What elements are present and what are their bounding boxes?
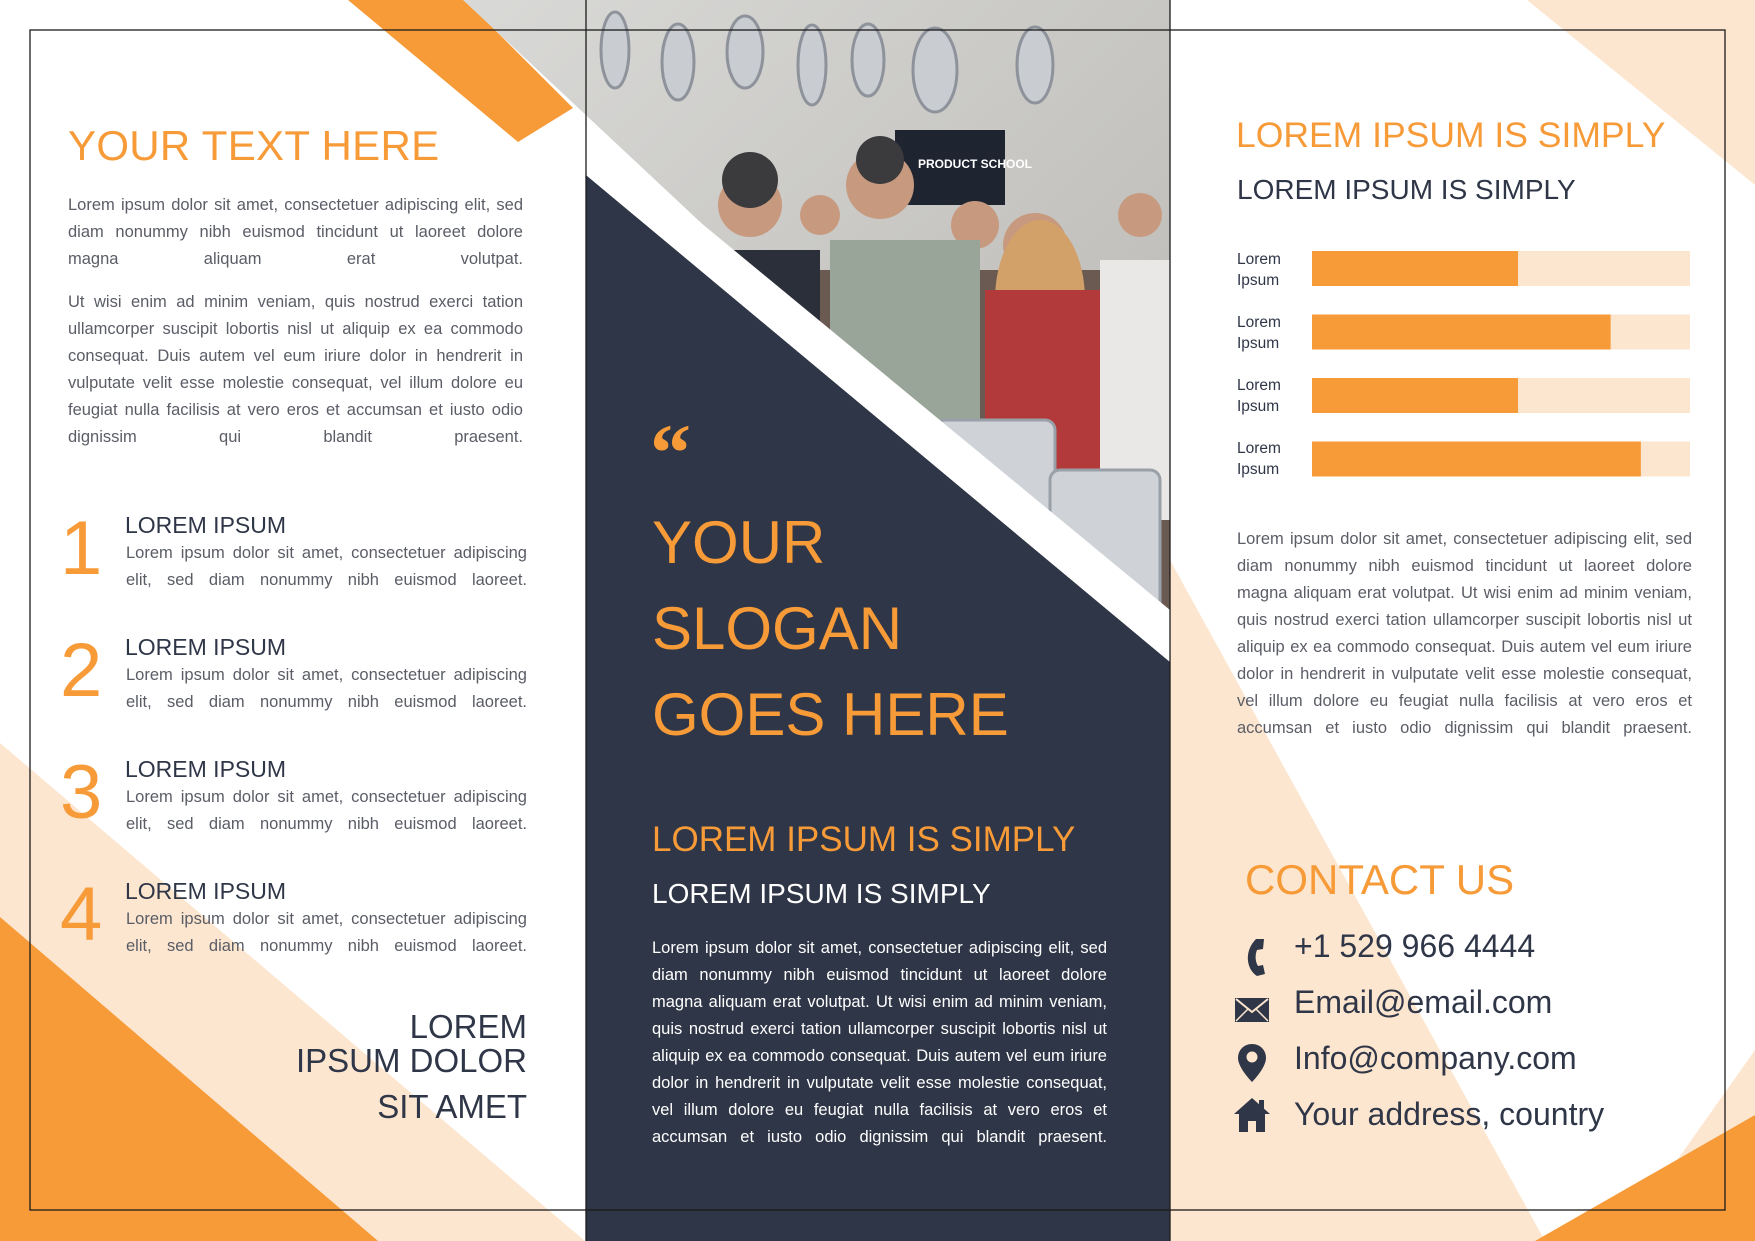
list-item-title: LOREM IPSUM: [125, 512, 287, 538]
left-footer-line: LOREM: [409, 1008, 527, 1045]
right-paragraph: Lorem ipsum dolor sit amet, consectetuer adipiscing elit, sed diam nonummy nibh euismod tincidunt ut laoreet dolore magna aliquam erat volutpat. Ut wisi enim ad minim veniam, quis nostrud exerci tation ullamcorper suscipit lobortis nisl ut aliquip ex ea commodo consequat. Duis autem vel eum iriure dolor in hendrerit in vulputate velit esse molestie consequat, vel illum dolore eu feugiat nulla facilisis at vero eros et accumsan et iusto odio dignissim qui blandit praesent.: [1237, 530, 1692, 737]
list-item-number: 1: [60, 506, 103, 591]
right-heading-navy: LOREM IPSUM IS SIMPLY: [1237, 174, 1576, 205]
list-item-text: Lorem ipsum dolor sit amet, consectetuer adipiscing elit, sed diam nonummy nibh euismod laoreet.: [126, 544, 527, 589]
contact-email[interactable]: Email@email.com: [1294, 984, 1553, 1020]
bar-label: Lorem Ipsum: [1237, 377, 1281, 415]
list-item-title: LOREM IPSUM: [125, 634, 287, 660]
slogan-line: SLOGAN: [652, 595, 903, 662]
quote-mark-icon: “: [650, 407, 691, 498]
list-item-text: Lorem ipsum dolor sit amet, consectetuer adipiscing elit, sed diam nonummy nibh euismod laoreet.: [126, 788, 527, 833]
slogan-line: YOUR: [652, 509, 826, 576]
list-item-title: LOREM IPSUM: [125, 878, 287, 904]
bar-fill: [1312, 442, 1641, 477]
middle-subheading-white: LOREM IPSUM IS SIMPLY: [652, 878, 991, 909]
list-item-number: 4: [60, 872, 103, 957]
left-heading: YOUR TEXT HERE: [68, 122, 440, 169]
contact-info-email[interactable]: Info@company.com: [1294, 1040, 1577, 1076]
list-item-text: Lorem ipsum dolor sit amet, consectetuer adipiscing elit, sed diam nonummy nibh euismod laoreet.: [126, 666, 527, 711]
bar-label: Lorem Ipsum: [1237, 314, 1281, 352]
phone-icon: [1236, 937, 1268, 977]
bar-fill: [1312, 378, 1518, 413]
bar-label: Lorem Ipsum: [1237, 251, 1281, 289]
home-icon: [1234, 1098, 1270, 1132]
middle-subheading-orange: LOREM IPSUM IS SIMPLY: [652, 820, 1076, 859]
photo-sign-text: PRODUCT SCHOOL: [918, 157, 1032, 171]
left-footer-tagline: [200, 1010, 527, 1124]
envelope-icon: [1235, 998, 1269, 1022]
middle-paragraph: Lorem ipsum dolor sit amet, consectetuer adipiscing elit, sed diam nonummy nibh euismod tincidunt ut laoreet dolore magna aliquam erat volutpat. Ut wisi enim ad minim veniam, quis nostrud exerci tation ullamcorper suscipit lobortis nisl ut aliquip ex ea commodo consequat. Duis autem vel eum iriure dolor in hendrerit in vulputate velit esse molestie consequat, vel illum dolore eu feugiat nulla facilisis at vero eros et accumsan et iusto odio dignissim qui blandit praesent.: [652, 939, 1107, 1146]
right-heading-orange: LOREM IPSUM IS SIMPLY: [1236, 115, 1666, 155]
left-paragraph-2: Ut wisi enim ad minim veniam, quis nostrud exerci tation ullamcorper suscipit lobortis nisl ut aliquip ex ea commodo consequat. Duis autem vel eum iriure dolor in hendrerit in vulputate velit esse molestie consequat, vel illum dolore eu feugiat nulla facilisis at vero eros et accumsan et iusto odio dignissim qui blandit praesent.: [68, 293, 523, 446]
left-paragraph-1: Lorem ipsum dolor sit amet, consectetuer adipiscing elit, sed diam nonummy nibh euismod tincidunt ut laoreet dolore magna aliquam erat volutpat.: [68, 196, 523, 268]
list-item-text: Lorem ipsum dolor sit amet, consectetuer adipiscing elit, sed diam nonummy nibh euismod laoreet.: [126, 910, 527, 955]
left-footer-line: SIT AMET: [377, 1088, 527, 1125]
contact-address: Your address, country: [1294, 1096, 1605, 1132]
list-item-number: 3: [60, 750, 103, 835]
bar-fill: [1312, 315, 1611, 350]
list-item-number: 2: [60, 628, 103, 713]
contact-phone[interactable]: +1 529 966 4444: [1294, 928, 1536, 964]
bar-fill: [1312, 251, 1518, 286]
list-item-title: LOREM IPSUM: [125, 756, 287, 782]
map-pin-icon: [1238, 1044, 1266, 1082]
slogan: [652, 500, 1009, 758]
bar-label: Lorem Ipsum: [1237, 440, 1281, 478]
left-footer-line: IPSUM DOLOR: [295, 1042, 527, 1079]
contact-heading: CONTACT US: [1245, 856, 1515, 903]
slogan-line: GOES HERE: [652, 681, 1009, 748]
